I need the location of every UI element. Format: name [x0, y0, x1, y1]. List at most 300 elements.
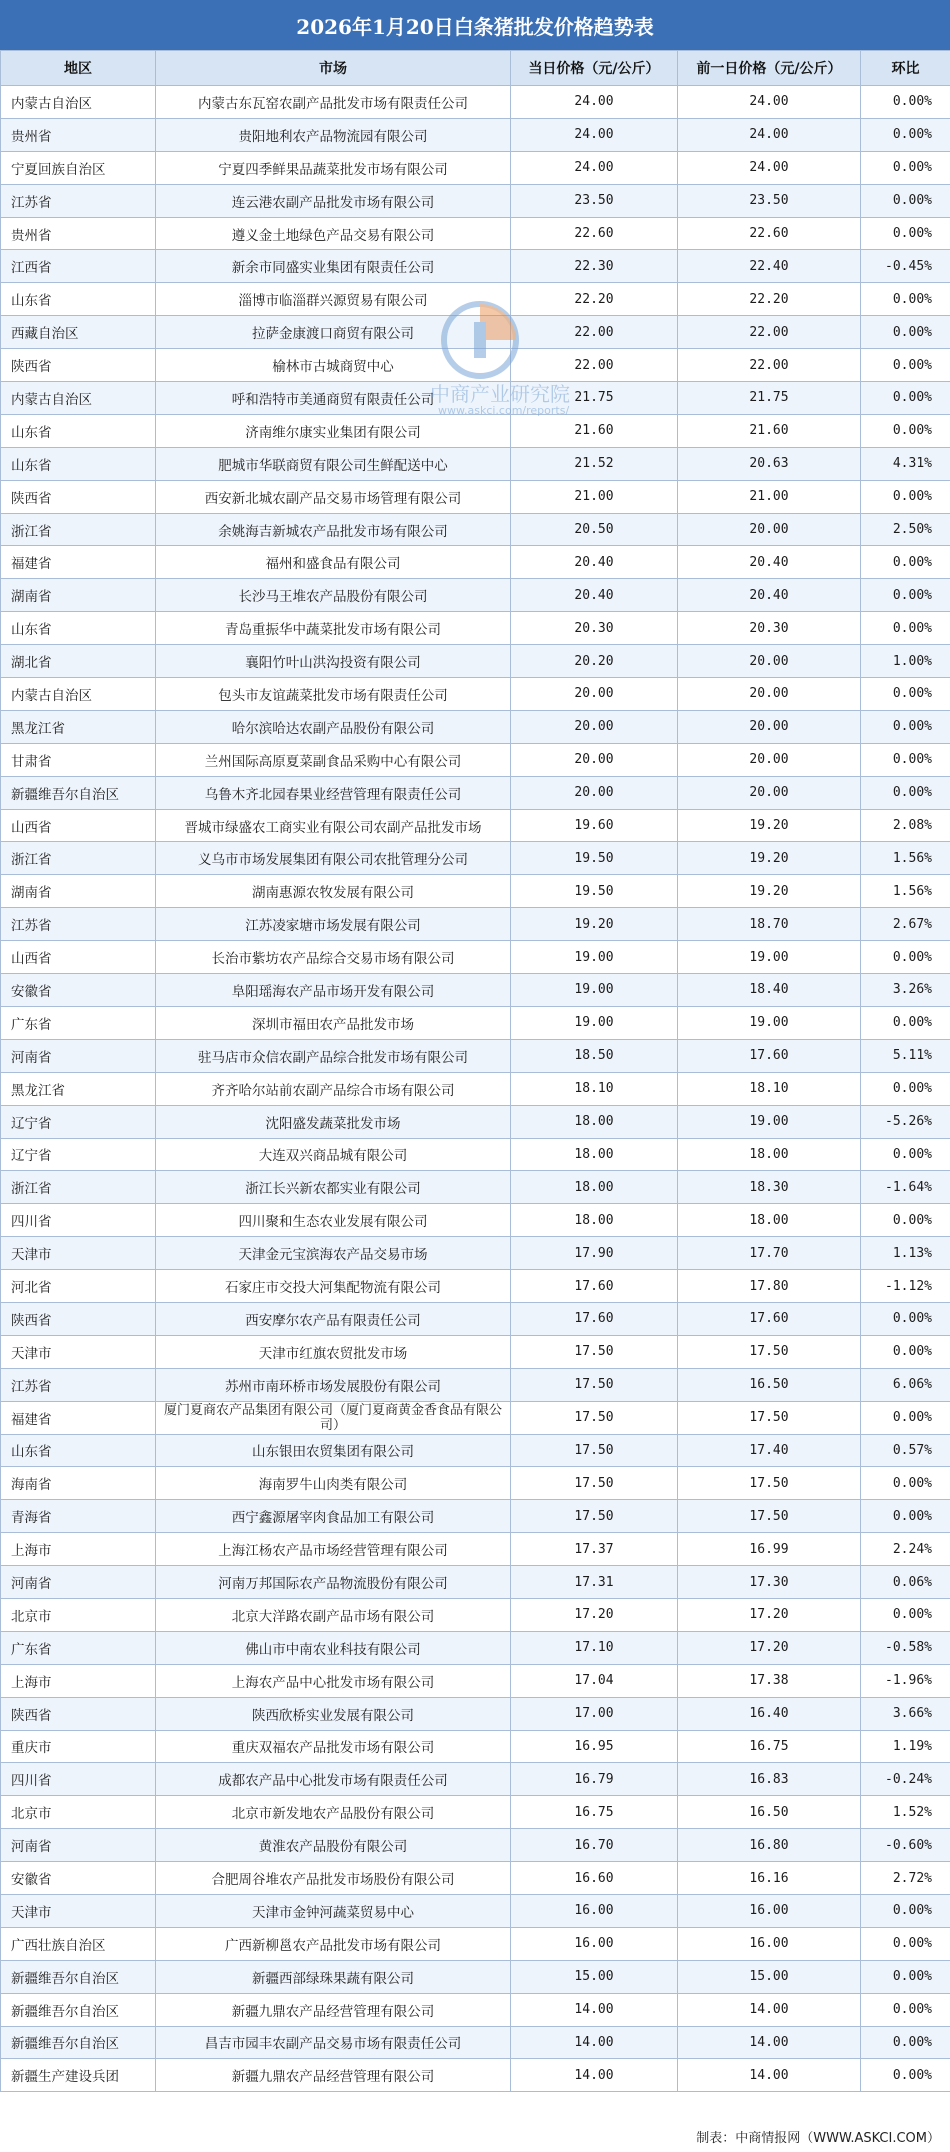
table-row [1, 1072, 950, 1105]
cell-market: 湖南惠源农牧发展有限公司 [156, 875, 511, 908]
cell-region: 福建省 [1, 546, 156, 579]
cell-market: 成都农产品中心批发市场有限责任公司 [156, 1763, 511, 1796]
cell-change: 0.00% [861, 118, 950, 151]
cell-region: 辽宁省 [1, 1105, 156, 1138]
cell-today-price: 20.00 [511, 678, 678, 711]
cell-today-price: 18.10 [511, 1072, 678, 1105]
table-row [1, 1467, 950, 1500]
cell-today-price: 17.10 [511, 1631, 678, 1664]
cell-change: 0.00% [861, 941, 950, 974]
cell-region: 山西省 [1, 809, 156, 842]
cell-change: 1.13% [861, 1237, 950, 1270]
cell-prev-price: 17.20 [678, 1631, 861, 1664]
cell-prev-price: 20.40 [678, 579, 861, 612]
cell-prev-price: 17.20 [678, 1598, 861, 1631]
cell-change: 0.00% [861, 1072, 950, 1105]
cell-region: 江苏省 [1, 908, 156, 941]
cell-change: -1.96% [861, 1664, 950, 1697]
cell-region: 浙江省 [1, 1171, 156, 1204]
cell-market: 兰州国际高原夏菜副食品采购中心有限公司 [156, 743, 511, 776]
cell-change: 0.00% [861, 1006, 950, 1039]
cell-today-price: 20.30 [511, 612, 678, 645]
cell-market: 西安摩尔农产品有限责任公司 [156, 1302, 511, 1335]
cell-change: 3.26% [861, 974, 950, 1007]
cell-region: 上海市 [1, 1533, 156, 1566]
cell-region: 青海省 [1, 1500, 156, 1533]
cell-prev-price: 20.00 [678, 743, 861, 776]
cell-change: 0.00% [861, 579, 950, 612]
cell-region: 贵州省 [1, 217, 156, 250]
cell-prev-price: 19.00 [678, 1105, 861, 1138]
cell-today-price: 19.00 [511, 941, 678, 974]
cell-prev-price: 17.50 [678, 1500, 861, 1533]
cell-today-price: 17.90 [511, 1237, 678, 1270]
cell-market: 连云港农副产品批发市场有限公司 [156, 184, 511, 217]
cell-region: 重庆市 [1, 1730, 156, 1763]
cell-market: 广西新柳邕农产品批发市场有限公司 [156, 1927, 511, 1960]
table-row [1, 1927, 950, 1960]
cell-prev-price: 21.00 [678, 480, 861, 513]
cell-today-price: 18.00 [511, 1138, 678, 1171]
cell-region: 安徽省 [1, 974, 156, 1007]
cell-change: -0.45% [861, 250, 950, 283]
table-row [1, 2059, 950, 2092]
cell-today-price: 20.40 [511, 546, 678, 579]
cell-today-price: 22.20 [511, 283, 678, 316]
cell-prev-price: 16.16 [678, 1862, 861, 1895]
cell-region: 山西省 [1, 941, 156, 974]
cell-region: 河南省 [1, 1829, 156, 1862]
cell-market: 包头市友谊蔬菜批发市场有限责任公司 [156, 678, 511, 711]
cell-change: 0.00% [861, 1500, 950, 1533]
cell-market: 深圳市福田农产品批发市场 [156, 1006, 511, 1039]
cell-prev-price: 18.70 [678, 908, 861, 941]
cell-region: 江西省 [1, 250, 156, 283]
cell-market: 福州和盛食品有限公司 [156, 546, 511, 579]
cell-region: 北京市 [1, 1598, 156, 1631]
cell-market: 济南维尔康实业集团有限公司 [156, 414, 511, 447]
cell-prev-price: 16.00 [678, 1894, 861, 1927]
cell-market: 呼和浩特市美通商贸有限责任公司 [156, 382, 511, 415]
cell-region: 河北省 [1, 1270, 156, 1303]
cell-prev-price: 19.00 [678, 941, 861, 974]
cell-market: 晋城市绿盛农工商实业有限公司农副产品批发市场 [156, 809, 511, 842]
cell-region: 内蒙古自治区 [1, 382, 156, 415]
table-row [1, 1796, 950, 1829]
cell-prev-price: 16.50 [678, 1368, 861, 1401]
cell-market: 西宁鑫源屠宰肉食品加工有限公司 [156, 1500, 511, 1533]
cell-market: 黄淮农产品股份有限公司 [156, 1829, 511, 1862]
table-row [1, 414, 950, 447]
cell-prev-price: 20.00 [678, 678, 861, 711]
cell-prev-price: 17.38 [678, 1664, 861, 1697]
cell-today-price: 21.52 [511, 447, 678, 480]
cell-region: 新疆维吾尔自治区 [1, 2026, 156, 2059]
cell-change: 0.00% [861, 1598, 950, 1631]
table-row [1, 908, 950, 941]
cell-region: 广西壮族自治区 [1, 1927, 156, 1960]
cell-market: 新疆西部绿珠果蔬有限公司 [156, 1960, 511, 1993]
cell-region: 福建省 [1, 1401, 156, 1434]
table-row [1, 1960, 950, 1993]
cell-prev-price: 20.40 [678, 546, 861, 579]
cell-change: 0.00% [861, 349, 950, 382]
table-row [1, 710, 950, 743]
cell-prev-price: 17.60 [678, 1302, 861, 1335]
cell-change: 0.00% [861, 1138, 950, 1171]
cell-prev-price: 16.80 [678, 1829, 861, 1862]
cell-change: 1.52% [861, 1796, 950, 1829]
header-row [1, 51, 950, 86]
cell-region: 天津市 [1, 1237, 156, 1270]
cell-market: 青岛重振华中蔬菜批发市场有限公司 [156, 612, 511, 645]
cell-market: 佛山市中南农业科技有限公司 [156, 1631, 511, 1664]
cell-prev-price: 17.70 [678, 1237, 861, 1270]
table-row [1, 250, 950, 283]
cell-prev-price: 14.00 [678, 1993, 861, 2026]
cell-today-price: 14.00 [511, 2026, 678, 2059]
cell-change: 0.00% [861, 480, 950, 513]
cell-today-price: 17.20 [511, 1598, 678, 1631]
column-header-today-price: 当日价格（元/公斤） [511, 51, 678, 86]
cell-market: 重庆双福农产品批发市场有限公司 [156, 1730, 511, 1763]
cell-today-price: 16.00 [511, 1927, 678, 1960]
watermark-name: 中商产业研究院 [430, 382, 570, 406]
cell-change: 2.72% [861, 1862, 950, 1895]
cell-prev-price: 20.63 [678, 447, 861, 480]
cell-prev-price: 21.75 [678, 382, 861, 415]
cell-market: 合肥周谷堆农产品批发市场股份有限公司 [156, 1862, 511, 1895]
cell-market: 襄阳竹叶山洪沟投资有限公司 [156, 645, 511, 678]
cell-prev-price: 17.30 [678, 1566, 861, 1599]
cell-change: 0.00% [861, 612, 950, 645]
cell-change: 0.00% [861, 1467, 950, 1500]
cell-market: 余姚海吉新城农产品批发市场有限公司 [156, 513, 511, 546]
cell-change: 0.00% [861, 2059, 950, 2092]
cell-prev-price: 19.20 [678, 875, 861, 908]
cell-region: 湖南省 [1, 875, 156, 908]
cell-today-price: 18.00 [511, 1204, 678, 1237]
cell-prev-price: 23.50 [678, 184, 861, 217]
table-row [1, 447, 950, 480]
cell-market: 山东银田农贸集团有限公司 [156, 1434, 511, 1467]
cell-today-price: 22.00 [511, 349, 678, 382]
cell-today-price: 21.60 [511, 414, 678, 447]
cell-region: 新疆维吾尔自治区 [1, 1993, 156, 2026]
cell-today-price: 14.00 [511, 2059, 678, 2092]
cell-today-price: 18.00 [511, 1171, 678, 1204]
cell-today-price: 24.00 [511, 151, 678, 184]
cell-change: 0.00% [861, 678, 950, 711]
cell-change: -0.60% [861, 1829, 950, 1862]
cell-change: 0.00% [861, 283, 950, 316]
cell-region: 四川省 [1, 1204, 156, 1237]
table-row [1, 217, 950, 250]
cell-change: 0.00% [861, 316, 950, 349]
cell-market: 海南罗牛山肉类有限公司 [156, 1467, 511, 1500]
cell-market: 阜阳瑶海农产品市场开发有限公司 [156, 974, 511, 1007]
cell-today-price: 19.60 [511, 809, 678, 842]
cell-change: 2.67% [861, 908, 950, 941]
table-row [1, 316, 950, 349]
cell-today-price: 17.50 [511, 1401, 678, 1434]
cell-prev-price: 16.50 [678, 1796, 861, 1829]
table-row [1, 1039, 950, 1072]
cell-market: 天津市红旗农贸批发市场 [156, 1335, 511, 1368]
cell-change: 0.57% [861, 1434, 950, 1467]
table-row [1, 776, 950, 809]
cell-market: 驻马店市众信农副产品综合批发市场有限公司 [156, 1039, 511, 1072]
cell-prev-price: 16.00 [678, 1927, 861, 1960]
cell-change: 0.00% [861, 1335, 950, 1368]
cell-today-price: 16.95 [511, 1730, 678, 1763]
cell-region: 江苏省 [1, 184, 156, 217]
cell-region: 湖北省 [1, 645, 156, 678]
cell-today-price: 19.20 [511, 908, 678, 941]
cell-today-price: 19.00 [511, 1006, 678, 1039]
table-row [1, 1862, 950, 1895]
table-row [1, 809, 950, 842]
table-row [1, 382, 950, 415]
cell-region: 山东省 [1, 414, 156, 447]
cell-change: 0.00% [861, 217, 950, 250]
cell-region: 广东省 [1, 1006, 156, 1039]
table-row [1, 1894, 950, 1927]
price-table [0, 50, 950, 2092]
cell-market: 新余市同盛实业集团有限责任公司 [156, 250, 511, 283]
cell-today-price: 16.79 [511, 1763, 678, 1796]
cell-prev-price: 19.20 [678, 842, 861, 875]
cell-market: 淄博市临淄群兴源贸易有限公司 [156, 283, 511, 316]
cell-market: 江苏凌家塘市场发展有限公司 [156, 908, 511, 941]
cell-market: 榆林市古城商贸中心 [156, 349, 511, 382]
cell-change: 0.00% [861, 1927, 950, 1960]
cell-region: 陕西省 [1, 480, 156, 513]
table-row [1, 1829, 950, 1862]
cell-prev-price: 18.30 [678, 1171, 861, 1204]
table-row [1, 2026, 950, 2059]
cell-region: 四川省 [1, 1763, 156, 1796]
cell-region: 北京市 [1, 1796, 156, 1829]
cell-region: 江苏省 [1, 1368, 156, 1401]
cell-today-price: 20.20 [511, 645, 678, 678]
cell-change: 4.31% [861, 447, 950, 480]
cell-market: 河南万邦国际农产品物流股份有限公司 [156, 1566, 511, 1599]
cell-prev-price: 22.00 [678, 316, 861, 349]
table-row [1, 645, 950, 678]
cell-today-price: 17.31 [511, 1566, 678, 1599]
cell-today-price: 20.40 [511, 579, 678, 612]
cell-today-price: 24.00 [511, 118, 678, 151]
table-row [1, 1697, 950, 1730]
cell-market: 大连双兴商品城有限公司 [156, 1138, 511, 1171]
cell-change: 1.56% [861, 875, 950, 908]
column-header-change: 环比 [861, 51, 950, 86]
table-row [1, 546, 950, 579]
column-header-prev-price: 前一日价格（元/公斤） [678, 51, 861, 86]
cell-today-price: 16.60 [511, 1862, 678, 1895]
cell-market: 西安新北城农副产品交易市场管理有限公司 [156, 480, 511, 513]
cell-prev-price: 22.20 [678, 283, 861, 316]
cell-today-price: 16.00 [511, 1894, 678, 1927]
cell-today-price: 17.00 [511, 1697, 678, 1730]
cell-change: 0.00% [861, 2026, 950, 2059]
cell-change: 0.00% [861, 1894, 950, 1927]
cell-prev-price: 24.00 [678, 118, 861, 151]
cell-today-price: 24.00 [511, 86, 678, 119]
table-row [1, 513, 950, 546]
cell-change: 0.00% [861, 1993, 950, 2026]
table-title: 2026年1月20日白条猪批发价格趋势表 [0, 0, 950, 50]
cell-change: -1.64% [861, 1171, 950, 1204]
cell-prev-price: 18.10 [678, 1072, 861, 1105]
cell-change: 5.11% [861, 1039, 950, 1072]
column-header-region: 地区 [1, 51, 156, 86]
cell-change: 3.66% [861, 1697, 950, 1730]
cell-region: 山东省 [1, 1434, 156, 1467]
table-row [1, 1368, 950, 1401]
cell-today-price: 18.50 [511, 1039, 678, 1072]
cell-region: 广东省 [1, 1631, 156, 1664]
cell-prev-price: 17.50 [678, 1335, 861, 1368]
cell-prev-price: 22.40 [678, 250, 861, 283]
cell-today-price: 18.00 [511, 1105, 678, 1138]
cell-region: 陕西省 [1, 349, 156, 382]
cell-change: 0.00% [861, 546, 950, 579]
cell-today-price: 21.75 [511, 382, 678, 415]
cell-market: 齐齐哈尔站前农副产品综合市场有限公司 [156, 1072, 511, 1105]
cell-today-price: 17.60 [511, 1302, 678, 1335]
cell-change: 1.56% [861, 842, 950, 875]
cell-today-price: 20.00 [511, 743, 678, 776]
cell-market: 贵阳地利农产品物流园有限公司 [156, 118, 511, 151]
table-row [1, 1763, 950, 1796]
table-row [1, 1138, 950, 1171]
cell-today-price: 17.60 [511, 1270, 678, 1303]
cell-today-price: 20.00 [511, 776, 678, 809]
cell-market: 内蒙古东瓦窑农副产品批发市场有限责任公司 [156, 86, 511, 119]
table-row [1, 1335, 950, 1368]
table-row [1, 1434, 950, 1467]
cell-market: 长治市紫坊农产品综合交易市场有限公司 [156, 941, 511, 974]
cell-region: 内蒙古自治区 [1, 678, 156, 711]
cell-prev-price: 15.00 [678, 1960, 861, 1993]
cell-market: 浙江长兴新农都实业有限公司 [156, 1171, 511, 1204]
cell-change: 1.00% [861, 645, 950, 678]
cell-change: -0.24% [861, 1763, 950, 1796]
table-row [1, 1204, 950, 1237]
cell-region: 宁夏回族自治区 [1, 151, 156, 184]
cell-market: 长沙马王堆农产品股份有限公司 [156, 579, 511, 612]
cell-change: 0.00% [861, 710, 950, 743]
cell-region: 陕西省 [1, 1302, 156, 1335]
table-row [1, 349, 950, 382]
cell-region: 海南省 [1, 1467, 156, 1500]
cell-prev-price: 16.99 [678, 1533, 861, 1566]
table-row [1, 678, 950, 711]
cell-prev-price: 18.00 [678, 1138, 861, 1171]
cell-region: 内蒙古自治区 [1, 86, 156, 119]
watermark-url: www.askci.com/reports/ [438, 404, 570, 417]
cell-today-price: 14.00 [511, 1993, 678, 2026]
cell-region: 浙江省 [1, 842, 156, 875]
cell-today-price: 15.00 [511, 1960, 678, 1993]
cell-today-price: 22.60 [511, 217, 678, 250]
cell-region: 上海市 [1, 1664, 156, 1697]
table-row [1, 1566, 950, 1599]
cell-region: 山东省 [1, 447, 156, 480]
cell-market: 天津市金钟河蔬菜贸易中心 [156, 1894, 511, 1927]
cell-today-price: 17.50 [511, 1467, 678, 1500]
cell-prev-price: 19.20 [678, 809, 861, 842]
cell-change: 2.24% [861, 1533, 950, 1566]
table-row [1, 1533, 950, 1566]
table-row [1, 1631, 950, 1664]
cell-today-price: 17.50 [511, 1368, 678, 1401]
cell-market: 义乌市市场发展集团有限公司农批管理分公司 [156, 842, 511, 875]
cell-region: 湖南省 [1, 579, 156, 612]
cell-change: 0.00% [861, 151, 950, 184]
cell-today-price: 19.50 [511, 875, 678, 908]
table-row [1, 875, 950, 908]
table-row [1, 1302, 950, 1335]
cell-region: 天津市 [1, 1335, 156, 1368]
cell-region: 浙江省 [1, 513, 156, 546]
cell-prev-price: 17.40 [678, 1434, 861, 1467]
cell-region: 新疆维吾尔自治区 [1, 776, 156, 809]
cell-change: 0.00% [861, 1302, 950, 1335]
cell-today-price: 22.00 [511, 316, 678, 349]
cell-change: 0.00% [861, 1960, 950, 1993]
cell-market: 乌鲁木齐北园春果业经营管理有限责任公司 [156, 776, 511, 809]
cell-region: 贵州省 [1, 118, 156, 151]
cell-prev-price: 16.83 [678, 1763, 861, 1796]
table-row [1, 1598, 950, 1631]
cell-market: 宁夏四季鲜果品蔬菜批发市场有限公司 [156, 151, 511, 184]
cell-today-price: 16.75 [511, 1796, 678, 1829]
cell-prev-price: 17.50 [678, 1401, 861, 1434]
table-row [1, 579, 950, 612]
cell-prev-price: 20.30 [678, 612, 861, 645]
table-row [1, 1006, 950, 1039]
table-row [1, 1730, 950, 1763]
cell-change: -0.58% [861, 1631, 950, 1664]
cell-change: 2.50% [861, 513, 950, 546]
table-row [1, 941, 950, 974]
cell-today-price: 19.50 [511, 842, 678, 875]
cell-market: 沈阳盛发蔬菜批发市场 [156, 1105, 511, 1138]
cell-region: 河南省 [1, 1039, 156, 1072]
cell-change: -5.26% [861, 1105, 950, 1138]
cell-prev-price: 20.00 [678, 710, 861, 743]
cell-market: 北京大洋路农副产品市场有限公司 [156, 1598, 511, 1631]
cell-today-price: 17.50 [511, 1500, 678, 1533]
cell-market: 陕西欣桥实业发展有限公司 [156, 1697, 511, 1730]
table-row [1, 1401, 950, 1434]
cell-market: 上海农产品中心批发市场有限公司 [156, 1664, 511, 1697]
cell-change: 1.19% [861, 1730, 950, 1763]
table-row [1, 612, 950, 645]
cell-prev-price: 17.80 [678, 1270, 861, 1303]
table-row [1, 842, 950, 875]
cell-change: -1.12% [861, 1270, 950, 1303]
table-row [1, 1270, 950, 1303]
cell-prev-price: 20.00 [678, 645, 861, 678]
cell-today-price: 17.50 [511, 1335, 678, 1368]
table-row [1, 743, 950, 776]
table-row [1, 184, 950, 217]
cell-change: 0.00% [861, 86, 950, 119]
